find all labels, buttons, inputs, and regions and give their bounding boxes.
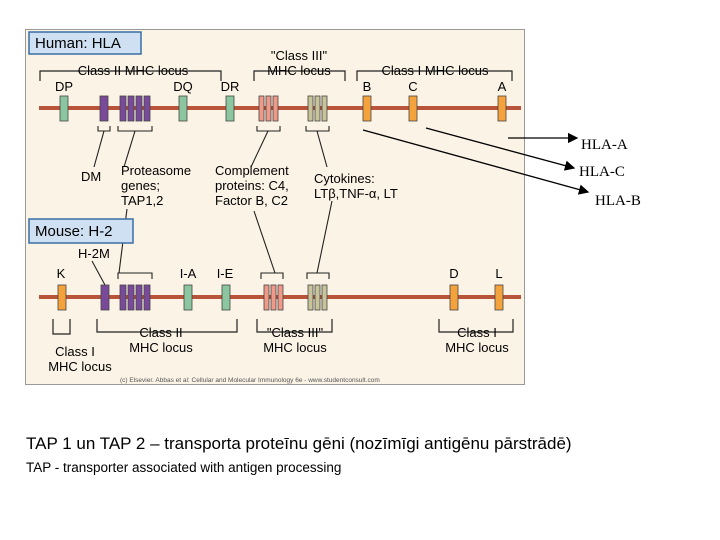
caption-sub: TAP - transporter associated with antigen processing xyxy=(26,460,342,475)
label-dm: DM xyxy=(81,169,102,184)
svg-text:"Class III": "Class III" xyxy=(266,325,324,340)
svg-text:LTβ,TNF-α, LT: LTβ,TNF-α, LT xyxy=(314,186,398,201)
svg-text:MHC locus: MHC locus xyxy=(267,63,331,78)
label-hla-a: HLA-A xyxy=(581,137,628,153)
svg-text:TAP1,2: TAP1,2 xyxy=(121,193,164,208)
mouse-title: Mouse: H-2 xyxy=(35,223,113,240)
label-hla-b: HLA-B xyxy=(595,193,641,209)
gene-label-dp: DP xyxy=(54,79,74,94)
caption-main: TAP 1 un TAP 2 – transporta proteīnu gēni (nozīmīgi antigēnu pārstrādē) xyxy=(26,434,572,453)
gene-label-c: C xyxy=(408,79,418,94)
svg-text:proteins: C4,: proteins: C4, xyxy=(215,178,289,193)
svg-text:Cytokines:: Cytokines: xyxy=(314,171,375,186)
gene-label-k: K xyxy=(56,266,66,281)
svg-text:Proteasome: Proteasome xyxy=(121,163,192,178)
human-title: Human: HLA xyxy=(35,35,121,52)
human-region-class2: Class II MHC locus xyxy=(77,63,189,78)
svg-text:Class I: Class I xyxy=(457,325,497,340)
gene-label-dr: DR xyxy=(220,79,240,94)
svg-text:MHC locus: MHC locus xyxy=(48,359,112,374)
label-hla-c: HLA-C xyxy=(579,164,625,180)
gene-label-b: B xyxy=(362,79,372,94)
gene-label-a: A xyxy=(497,79,507,94)
svg-text:MHC locus: MHC locus xyxy=(445,340,509,355)
svg-text:MHC locus: MHC locus xyxy=(263,340,327,355)
svg-text:Class I: Class I xyxy=(55,344,95,359)
human-region-class1: Class I MHC locus xyxy=(381,63,489,78)
svg-text:Factor B, C2: Factor B, C2 xyxy=(215,193,288,208)
gene-label-d: D xyxy=(449,266,459,281)
gene-label-dq: DQ xyxy=(173,79,193,94)
svg-text:"Class III": "Class III" xyxy=(270,48,328,63)
copyright-credit: (c) Elsevier. Abbas et al: Cellular and Molecular Immunology 6e - www.studentconsult.com xyxy=(120,377,380,384)
arrow-to-hla-c xyxy=(426,128,574,168)
svg-text:genes;: genes; xyxy=(121,178,161,193)
svg-text:MHC locus: MHC locus xyxy=(129,340,193,355)
gene-label-i-e: I-E xyxy=(216,266,234,281)
svg-text:Complement: Complement xyxy=(215,163,289,178)
svg-text:Class II: Class II xyxy=(139,325,183,340)
label-h2m: H-2M xyxy=(78,246,110,261)
gene-label-l: L xyxy=(495,266,503,281)
gene-label-i-a: I-A xyxy=(179,266,197,281)
arrow-to-hla-b xyxy=(363,130,588,192)
